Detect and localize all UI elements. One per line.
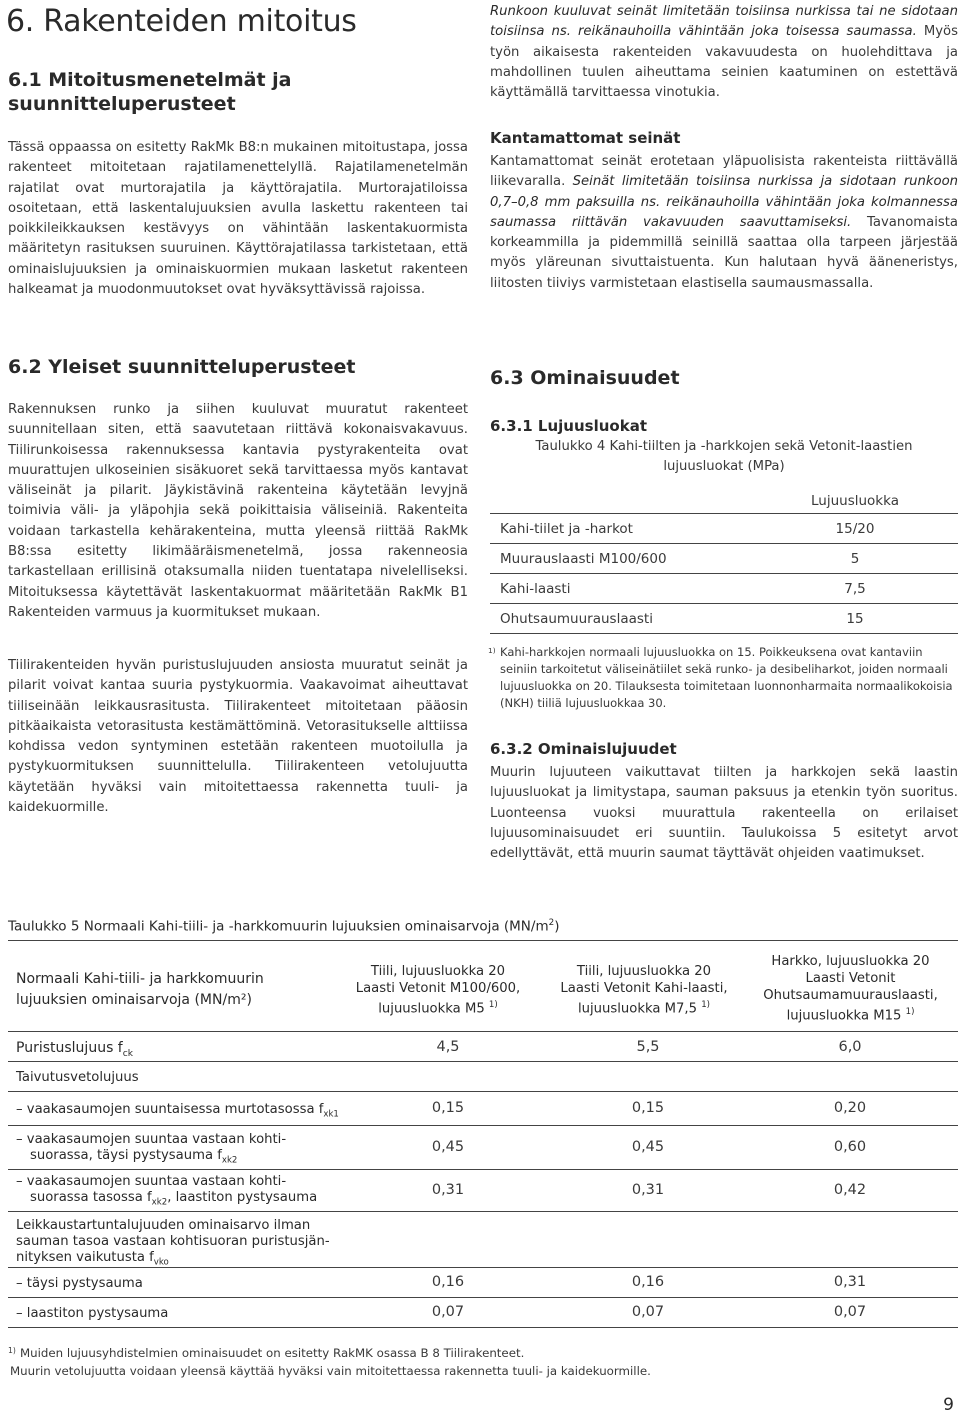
table-5-cell-value: 0,31 xyxy=(431,1182,465,1198)
section-6-1-title xyxy=(8,68,468,116)
table-5-cell-value: 0,07 xyxy=(833,1304,867,1320)
table-5-header-left-line1: Normaali Kahi-tiili- ja harkkomuurin xyxy=(16,971,264,987)
kantamattomat-normal-1: Kantamattomat seinät erotetaan yläpuolisista rakenteista riittävällä liikevaralla. xyxy=(490,154,958,190)
right-intro-italic: Runkoon kuuluvat seinät limitetään toisiinsa nurkissa tai ne sidotaan toisiinsa ns. reikänauhoilla vähintään joka toisessa saumassa. xyxy=(490,4,958,40)
section-6-2-title: 6.2 Yleiset suunnitteluperusteet xyxy=(8,356,356,378)
table-4-cell-label: Kahi-tiilet ja -harkot xyxy=(500,521,633,537)
table-4-cell-label: Kahi-laasti xyxy=(500,581,571,597)
table-5-r6-sub: vko xyxy=(153,1257,169,1268)
table-5-col3-sup: 1) xyxy=(905,1007,915,1017)
table-5-col1-line1: Tiili, lujuusluokka 20 xyxy=(370,964,506,979)
table-4-caption xyxy=(490,437,958,477)
table-5-col3-line4: lujuusluokka M15 xyxy=(786,1008,902,1024)
table-5-header-left xyxy=(16,969,264,1011)
table-5-col3-line2: Laasti Vetonit xyxy=(805,971,896,986)
section-6-3-1-title: 6.3.1 Lujuusluokat xyxy=(490,417,647,435)
table-row xyxy=(8,1062,958,1092)
table-5-cell-value: 0,42 xyxy=(833,1182,867,1198)
table-5-cell-value: 0,45 xyxy=(431,1139,465,1155)
table-5-cell-value: 0,31 xyxy=(631,1182,665,1198)
table-5-r6-label-2: sauman tasoa vastaan kohtisuoran puristusjän- xyxy=(16,1234,330,1249)
table-5-r6-label-3: nityksen vaikutusta f xyxy=(16,1250,154,1265)
table-5-r4-label-1: – vaakasaumojen suuntaa vastaan kohti- xyxy=(16,1132,287,1147)
table-5-col2-line1: Tiili, lujuusluokka 20 xyxy=(576,964,712,979)
table-4 xyxy=(490,490,958,636)
table-5-cell-value: 6,0 xyxy=(838,1039,862,1055)
table-5-r5-label-1: – vaakasaumojen suuntaa vastaan kohti- xyxy=(16,1174,287,1189)
table-5-foot-mark: 1) xyxy=(8,1346,16,1355)
table-5-row-label xyxy=(16,1040,133,1062)
table-5-header-col2 xyxy=(544,963,744,1017)
table-5-r1-sub: ck xyxy=(122,1048,134,1059)
table-row xyxy=(490,544,958,574)
table-5-col2-line2: Laasti Vetonit Kahi-laasti, xyxy=(560,981,728,996)
table-5-cell-value: 0,20 xyxy=(833,1100,867,1116)
table-5-header-col3 xyxy=(743,953,958,1024)
table-5-col1-sup: 1) xyxy=(488,1000,498,1010)
table-row xyxy=(8,1092,958,1126)
table-4-note-mark: 1) xyxy=(488,646,496,655)
table-row xyxy=(8,1170,958,1212)
table-5-row-label xyxy=(16,1174,317,1211)
table-row xyxy=(8,1212,958,1268)
table-5-caption xyxy=(8,918,559,935)
section-6-3-2-title: 6.3.2 Ominaislujuudet xyxy=(490,740,677,758)
table-5-r1-label: Puristuslujuus f xyxy=(16,1040,123,1056)
table-5-cell-value: 0,60 xyxy=(833,1139,867,1155)
right-intro-normal: Myös työn aikaisesta rakenteiden vakavuudesta on huolehdittava ja mahdollinen tuulen aiheuttama seinien kaatuminen on estettävä käyttämällä tarvittaessa vinotukia. xyxy=(490,24,958,101)
table-4-caption-line1: Taulukko 4 Kahi-tiilten ja -harkkojen sekä Vetonit-laastien xyxy=(535,439,913,454)
table-5-cell-value: 0,15 xyxy=(431,1100,465,1116)
table-4-caption-line2: lujuusluokat (MPa) xyxy=(663,459,785,474)
table-5-header-left-line2: lujuuksien ominaisarvoja (MN/m²) xyxy=(16,992,252,1008)
table-5-r5-label-3: , laastiton pystysauma xyxy=(167,1190,318,1205)
table-5-cell-value: 0,07 xyxy=(631,1304,665,1320)
table-5-cell-value: 0,16 xyxy=(431,1274,465,1290)
table-5-caption-text: Taulukko 5 Normaali Kahi-tiili- ja -harkkomuurin lujuuksien ominaisarvoja (MN/m xyxy=(8,918,549,935)
section-6-1-text: Tässä oppaassa on esitetty RakMk B8:n mukainen mitoitustapa, jossa rakenteet mitoitetaan rajatilamenettelyllä. Rajatilamenetelmän rajatilat ovat murtorajatila ja käyttörajatila. Murtorajatiloissa osoitetaan, että laskentalujuuksien avulla laskettu rakenteen tai poikkileikkauksen kestävyys on vähintään laskentakuormista määritetyn rasituksen suuruinen. Käyttörajatilassa tarkistetaan, että ominaislujuuksien ja ominaiskuormien mukaan lasketut rakenteen halkeamat ja muodonmuutokset ovat hyväksyttävissä rajoissa. xyxy=(8,140,468,298)
table-5-col2-line3: lujuusluokka M7,5 xyxy=(577,1001,697,1017)
table-row xyxy=(8,1298,958,1328)
table-5-r4-sub: xk2 xyxy=(221,1155,238,1166)
section-6-2-paragraph-2: Tiilirakenteiden hyvän puristuslujuuden ansiosta muuratut seinät ja pilarit voivat kantaa suuria pystykuormia. Vaakavoimat aiheuttavat tiiliseinään leikkausrasitusta. Tiilirakenteet mitoitetaan pääosin pitkäaikaista vetorasitusta kestämättöminä. Vetorasitukselle alttiissa kohdissa vedon syntyminen estetään rakenteen muotoilulla ja pystykuormituksen suunnittelulla. Tiilirakenteen vetolujuutta käytetään hyväksi vain mitoitettaessa rakennetta tuuli- ja kaidekuormille. xyxy=(8,658,468,816)
table-5-r5-label-2: suorassa tasossa f xyxy=(30,1190,152,1205)
kantamattomat-text xyxy=(490,152,958,294)
table-4-cell-value: 7,5 xyxy=(844,581,866,597)
table-5-r7-label: – täysi pystysauma xyxy=(16,1276,143,1291)
table-5-cell-value: 0,31 xyxy=(833,1274,867,1290)
table-4-note-text: Kahi-harkkojen normaali lujuusluokka on 15. Poikkeuksena ovat kantaviin seiniin tarkoitetut väliseinätiilet sekä runko- ja desibeliharkot, joiden normaali lujuusluokka on 20. Tilauksesta toimitetaan luonnonharmaita normaalikokoisia (NKH) tiiliä lujuusluokkaa 30. xyxy=(500,645,953,710)
table-5-r3-sub: xk1 xyxy=(323,1109,339,1120)
table-5-footnote-2: Muurin vetolujuutta voidaan yleensä käyttää hyväksi vain mitoitettaessa rakennetta tuuli- ja kaidekuormille. xyxy=(10,1364,651,1378)
table-4-header-label: Lujuusluokka xyxy=(811,493,899,509)
table-row xyxy=(490,514,958,544)
table-5-row-label xyxy=(16,1218,330,1271)
chapter-title: 6. Rakenteiden mitoitus xyxy=(6,4,357,39)
table-5-col2-sup: 1) xyxy=(701,1000,711,1010)
kantamattomat-title: Kantamattomat seinät xyxy=(490,129,681,147)
table-5-header-row xyxy=(8,940,958,1032)
section-6-3-title: 6.3 Ominaisuudet xyxy=(490,367,680,389)
table-5-caption-end: ) xyxy=(554,918,560,935)
section-6-1-title-line1: 6.1 Mitoitusmenetelmät ja xyxy=(8,69,292,91)
table-row xyxy=(490,604,958,634)
table-5-row-label xyxy=(16,1132,286,1169)
table-5-r8-label: – laastiton pystysauma xyxy=(16,1306,169,1321)
table-5-cell-value: 0,16 xyxy=(631,1274,665,1290)
table-4-cell-value: 5 xyxy=(850,551,860,567)
table-5-caption-sup: 2 xyxy=(548,918,555,928)
table-5-r5-sub: xk2 xyxy=(151,1197,168,1208)
table-5-cell-value: 0,15 xyxy=(631,1100,665,1116)
table-5-r4-label-2: suorassa, täysi pystysauma f xyxy=(30,1148,222,1163)
table-4-note xyxy=(488,644,958,712)
table-5-r6-label-1: Leikkaustartuntalujuuden ominaisarvo ilman xyxy=(16,1218,311,1233)
table-4-cell-label: Ohutsaumuurauslaasti xyxy=(500,611,653,627)
table-4-cell-value: 15 xyxy=(846,611,864,627)
table-row xyxy=(490,574,958,604)
section-6-1-title-line2: suunnitteluperusteet xyxy=(8,93,236,115)
table-5-cell-value: 4,5 xyxy=(436,1039,460,1055)
table-row xyxy=(8,1126,958,1170)
table-5-header-col1 xyxy=(338,963,538,1017)
table-row xyxy=(8,1268,958,1298)
table-5-r2-label: Taivutusvetolujuus xyxy=(16,1070,139,1085)
table-5-footnotes xyxy=(8,1344,950,1380)
table-5-r3-label: – vaakasaumojen suuntaisessa murtotasossa f xyxy=(16,1102,324,1117)
section-6-3-2-text: Muurin lujuuteen vaikuttavat tiilten ja harkkojen sekä laastin lujuusluokat ja limitystapa, sauman paksuus ja etenkin työn suoritus. Luonteensa vuoksi muurattula rakenteella on erilaiset lujuusominaisuudet eri suuntiin. Taulukoissa 5 esitetyt arvot edellyttävät, että muurin saumat täyttävät ohjeiden vaatimukset. xyxy=(490,765,958,862)
table-row xyxy=(8,1032,958,1062)
table-5-row-label xyxy=(16,1102,339,1123)
kantamattomat-italic: Seinät limitetään toisiinsa nurkissa ja sidotaan runkoon 0,7–0,8 mm paksuilla ns. reikänauhoilla vähintään joka kolmannessa saumassa riittävän vakavuuden saavuttamiseksi. xyxy=(490,174,959,230)
table-5-cell-value: 5,5 xyxy=(636,1039,660,1055)
table-5-col1-line2: Laasti Vetonit M100/600, xyxy=(355,981,521,996)
table-5-cell-value: 0,45 xyxy=(631,1139,665,1155)
table-5-cell-value: 0,07 xyxy=(431,1304,465,1320)
table-5-col3-line3: Ohutsaumamuurauslaasti, xyxy=(763,988,938,1003)
kantamattomat-normal-2: Tavanomaista korkeammilla ja pidemmillä seinillä saattaa olla tarpeen järjestää myös yläreunan sivuttaistuenta. Kun halutaan hyvä ääneneristys, liitosten tiiviys varmistetaan elastisella saumausmassalla. xyxy=(490,214,959,291)
section-6-2-paragraph-1: Rakennuksen runko ja siihen kuuluvat muuratut rakenteet suunnitellaan siten, että saavutetaan riittävä kokonaisvakavuus. Tiilirunkoisessa rakennuksessa kantavia pystyrakenteita ovat muurattujen ulkoseinien sisäkuoret sekä tarvittaessa myös kantavat väliseinät ja pilarit. Jäykistävinä rakenteina käytetään levyjnä toimivia väli- ja yläpohjia sekä poikittaisia väliseiniä. Rakenteita voidaan tarkastella kehärakenteina, mutta yleensä riittää RakMk B8:ssa esitetty likimääräismenetelmä, jossa rakenneosia tarkastellaan erillisinä otaksumalla niiden tuentatapa nivelelliseksi. Mitoituksessa käytettävät laskentakuormat määritetään RakMk B1 Rakenteiden varmuus ja kuormitukset mukaan. xyxy=(8,402,468,620)
page-number: 9 xyxy=(943,1395,954,1415)
table-4-cell-label: Muurauslaasti M100/600 xyxy=(500,551,667,567)
table-5-footnote-1: Muiden lujuusyhdistelmien ominaisuudet on esitetty RakMK osassa B 8 Tiilirakenteet. xyxy=(20,1346,525,1360)
table-5-col1-line3: lujuusluokka M5 xyxy=(378,1001,485,1017)
table-5-col3-line1: Harkko, lujuusluokka 20 xyxy=(771,954,930,969)
table-4-header xyxy=(490,490,958,514)
table-4-cell-value: 15/20 xyxy=(835,521,875,537)
right-intro-paragraph xyxy=(490,2,958,103)
